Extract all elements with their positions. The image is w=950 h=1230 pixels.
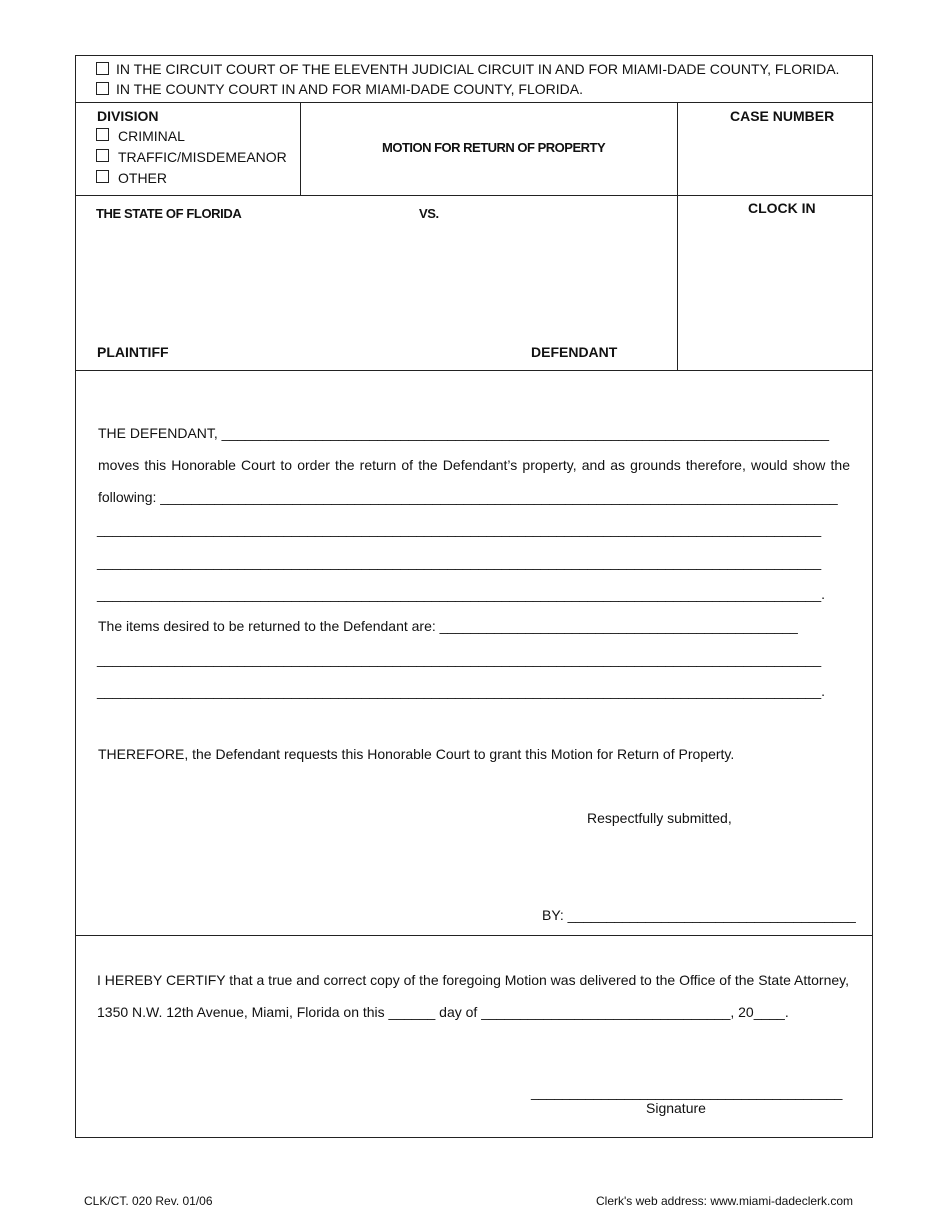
criminal-checkbox[interactable] (96, 128, 109, 141)
state-of-florida: THE STATE OF FLORIDA (96, 206, 242, 221)
divider-parties (75, 370, 873, 371)
clerk-web-address: Clerk's web address: www.miami-dadeclerk.com (596, 1194, 854, 1208)
divider-division-col (300, 102, 301, 195)
divider-header (75, 102, 873, 103)
traffic-misdemeanor-label: TRAFFIC/MISDEMEANOR (118, 149, 287, 165)
form-title: MOTION FOR RETURN OF PROPERTY (382, 140, 606, 155)
county-court-label: IN THE COUNTY COURT IN AND FOR MIAMI-DADE COUNTY, FLORIDA. (116, 81, 583, 97)
clock-in-label: CLOCK IN (748, 200, 816, 216)
by-signature-line[interactable]: BY: _____________________________________ (542, 907, 856, 923)
items-line-1[interactable]: The items desired to be returned to the Defendant are: ______________________________________________ (98, 618, 798, 634)
certificate-text-line-2[interactable]: 1350 N.W. 12th Avenue, Miami, Florida on this ______ day of ________________________________, 20____. (97, 1004, 789, 1020)
other-label: OTHER (118, 170, 167, 186)
items-line-2[interactable]: _____________________________________________________________________________________________ (97, 651, 822, 667)
form-code: CLK/CT. 020 Rev. 01/06 (84, 1194, 213, 1208)
grounds-line-4[interactable]: _____________________________________________________________________________________________. (97, 586, 825, 602)
divider-certificate (75, 935, 873, 936)
divider-case-col (677, 102, 678, 370)
grounds-line-2[interactable]: _____________________________________________________________________________________________ (97, 521, 822, 537)
certificate-signature-line[interactable]: ________________________________________ (531, 1084, 843, 1100)
defendant-label: DEFENDANT (531, 344, 618, 360)
items-line-3[interactable]: _____________________________________________________________________________________________. (97, 683, 825, 699)
versus-label: VS. (419, 206, 439, 221)
signature-label: Signature (646, 1100, 706, 1116)
traffic-misdemeanor-checkbox[interactable] (96, 149, 109, 162)
grounds-line-3[interactable]: _____________________________________________________________________________________________ (97, 554, 822, 570)
certificate-text-line-1: I HEREBY CERTIFY that a true and correct copy of the foregoing Motion was delivered to the Office of the State Attorney, (97, 972, 849, 988)
other-checkbox[interactable] (96, 170, 109, 183)
defendant-name-line[interactable]: THE DEFENDANT, ______________________________________________________________________________ (98, 425, 829, 441)
criminal-label: CRIMINAL (118, 128, 185, 144)
case-number-label: CASE NUMBER (730, 108, 835, 124)
circuit-court-label: IN THE CIRCUIT COURT OF THE ELEVENTH JUDICIAL CIRCUIT IN AND FOR MIAMI-DADE COUNTY, FLORIDA. (116, 61, 840, 77)
divider-division (75, 195, 873, 196)
circuit-court-checkbox[interactable] (96, 62, 109, 75)
county-court-checkbox[interactable] (96, 82, 109, 95)
respectfully-submitted: Respectfully submitted, (587, 810, 732, 826)
division-title: DIVISION (97, 108, 159, 124)
therefore-text: THEREFORE, the Defendant requests this Honorable Court to grant this Motion for Return of Property. (98, 746, 735, 762)
motion-grounds-text: moves this Honorable Court to order the return of the Defendant’s property, and as grounds therefore, would show the (98, 457, 850, 473)
grounds-line-1[interactable]: following: _______________________________________________________________________________________ (98, 489, 838, 505)
plaintiff-label: PLAINTIFF (97, 344, 169, 360)
